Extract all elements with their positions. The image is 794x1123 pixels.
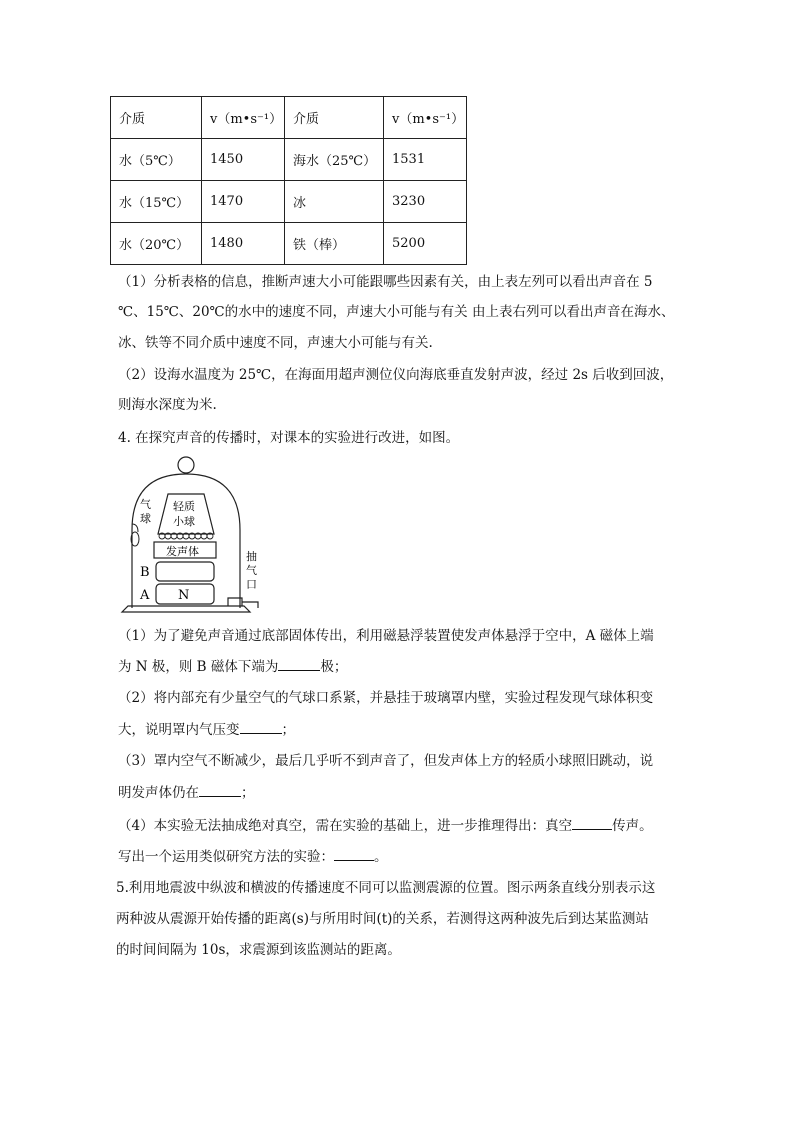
q3-part1-line2: ℃、15℃、20℃的水中的速度不同，声速大小可能与有关 由上表右列可以看出声音在海水、 [118,304,675,320]
balloon-string [132,524,138,532]
q4-part2-text-end: ； [281,722,295,738]
answer-blank[interactable] [278,656,320,671]
q4-part4-line2 [118,846,678,868]
q3-part2-line1: （2）设海水温度为 25℃，在海面用超声测位仪向海底垂直发射声波，经过 2s 后收到回波， [118,367,674,383]
table-cell: 1470 [202,181,285,223]
table-cell: 铁（棒） [285,223,384,265]
light-balls-label: 轻质 [173,500,195,513]
outlet-label-3: 口 [246,578,257,591]
table-header-row [111,97,467,139]
sounder-label: 发声体 [166,545,199,558]
q5-line2: 两种波从震源开始传播的距离(s)与所用时间(t)的关系，若测得这两种波先后到达某监测站 [116,911,649,927]
magnet-b-label: B [140,565,150,580]
table-row [111,139,467,181]
table-header-cell: 介质 [285,97,384,139]
light-balls-label-2: 小球 [173,515,195,528]
q4-part4-text-2: 写出一个运用类似研究方法的实验： [118,849,334,865]
q4-part4-text-end: 传声。 [612,818,653,834]
magnet-a-label: A [140,588,150,603]
outlet-label-2: 气 [246,564,257,577]
q4-part2-line1: （2）将内部充有少量空气的气球口系紧，并悬挂于玻璃罩内壁，实验过程发现气球体积变 [118,690,654,706]
q4-part4-text-2-end: 。 [374,849,388,865]
q3-part1-line1: （1）分析表格的信息，推断声速大小可能跟哪些因素有关，由上表左列可以看出声音在 5 [118,274,653,290]
table-cell: 1531 [384,139,467,181]
q4-part1-text-end: 极； [320,659,348,675]
table-header-cell: 介质 [111,97,202,139]
q4-part3-line2 [118,782,678,804]
table-header-cell: v（m•s⁻¹） [202,97,285,139]
q4-part1-text: 为 N 极，则 B 磁体下端为 [118,659,279,675]
table-cell: 水（15℃） [111,181,202,223]
answer-blank[interactable] [199,782,241,797]
table-cell: 水（20℃） [111,223,202,265]
magnet-b [156,562,214,581]
answer-blank[interactable] [240,719,282,734]
answer-blank[interactable] [572,815,612,830]
q4-part4-line1 [118,815,678,837]
base-plate [122,606,250,612]
q3-part1-line3: 冰、铁等不同介质中速度不同，声速大小可能与有关. [118,335,433,351]
answer-blank[interactable] [334,846,374,861]
table-cell: 水（5℃） [111,139,202,181]
q4-part3-line1: （3）罩内空气不断减少，最后几乎听不到声音了，但发声体上方的轻质小球照旧跳动，说 [118,753,654,769]
jar-knob [178,457,194,473]
table-cell: 3230 [384,181,467,223]
table-cell: 海水（25℃） [285,139,384,181]
balloon-label: 气 [140,498,151,511]
table-cell: 1480 [202,223,285,265]
q4-part2-text: 大，说明罩内气压变 [118,722,240,738]
table-row [111,223,467,265]
outlet-label: 抽 [246,550,257,563]
sound-speed-table [110,96,467,265]
table-cell: 5200 [384,223,467,265]
q4-part3-text-end: ； [241,785,255,801]
table-cell: 冰 [285,181,384,223]
table-header-cell: v（m•s⁻¹） [384,97,467,139]
bell-jar-figure [118,452,278,618]
q4-title: 4. 在探究声音的传播时，对课本的实验进行改进，如图。 [118,430,460,446]
q4-part1-line2 [118,656,678,678]
magnet-n-label: N [178,588,190,603]
q4-part3-text: 明发声体仍在 [118,785,199,801]
balloon-label-2: 球 [140,512,151,525]
q5-line3: 的时间间隔为 10s，求震源到该监测站的距离。 [116,942,401,958]
q5-line1: 5.利用地震波中纵波和横波的传播速度不同可以监测震源的位置。图示两条直线分别表示这 [116,880,656,896]
q4-part1-line1: （1）为了避免声音通过底部固体传出，利用磁悬浮装置使发声体悬浮于空中，A 磁体上端 [118,628,654,644]
table-row [111,181,467,223]
q4-part4-text: （4）本实验无法抽成绝对真空，需在实验的基础上，进一步推理得出：真空 [118,818,573,834]
q3-part2-line2: 则海水深度为米. [118,397,217,413]
q4-part2-line2 [118,719,678,741]
table-cell: 1450 [202,139,285,181]
